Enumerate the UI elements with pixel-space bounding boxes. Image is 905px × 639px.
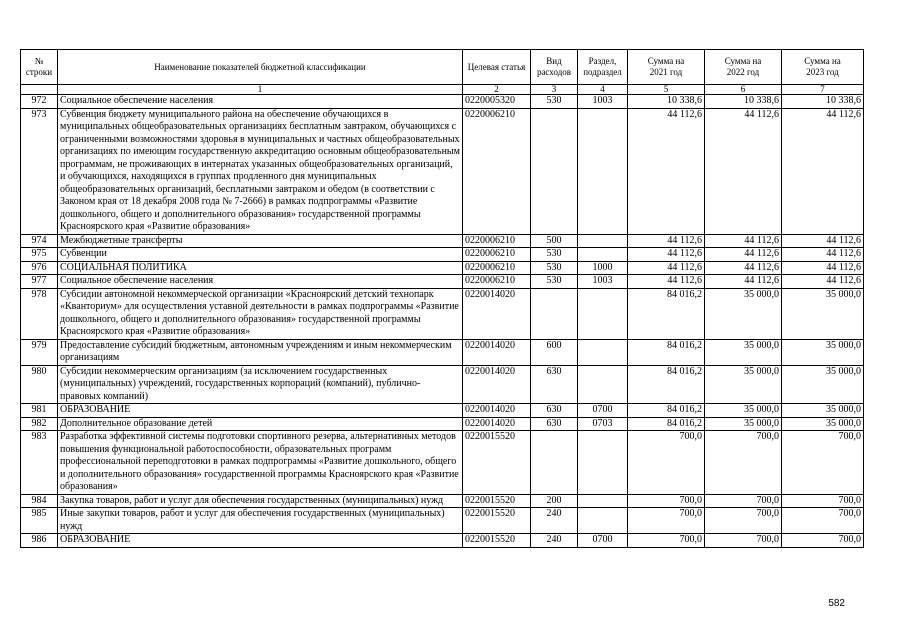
sum-2023: 10 338,6 — [782, 95, 864, 109]
section-code — [578, 234, 628, 248]
sum-2023: 35 000,0 — [782, 404, 864, 418]
table-row — [21, 275, 864, 289]
indicator-name: Закупка товаров, работ и услуг для обеспечения государственных (муниципальных) нужд — [58, 494, 463, 508]
sum-2022: 700,0 — [705, 508, 782, 534]
row-number: 973 — [21, 108, 58, 234]
indicator-name: Социальное обеспечение населения — [58, 95, 463, 109]
sum-2022: 44 112,6 — [705, 234, 782, 248]
target-article: 0220015520 — [463, 431, 531, 495]
header-target-article: Целевая статья — [463, 50, 531, 85]
expense-type: 630 — [531, 417, 578, 431]
row-number: 975 — [21, 248, 58, 262]
sum-2023: 35 000,0 — [782, 417, 864, 431]
sum-2023: 700,0 — [782, 508, 864, 534]
indicator-name: Межбюджетные трансферты — [58, 234, 463, 248]
sum-2021: 10 338,6 — [628, 95, 705, 109]
row-number: 974 — [21, 234, 58, 248]
section-code — [578, 288, 628, 339]
row-number: 981 — [21, 404, 58, 418]
sum-2023: 44 112,6 — [782, 275, 864, 289]
indicator-name: Субвенции — [58, 248, 463, 262]
column-number: 2 — [463, 85, 531, 95]
sum-2022: 35 000,0 — [705, 404, 782, 418]
indicator-name: СОЦИАЛЬНАЯ ПОЛИТИКА — [58, 261, 463, 275]
sum-2023: 35 000,0 — [782, 339, 864, 365]
row-number: 986 — [21, 534, 58, 548]
table-row — [21, 234, 864, 248]
sum-2022: 44 112,6 — [705, 248, 782, 262]
header-row-number: № строки — [21, 50, 58, 85]
table-row — [21, 108, 864, 234]
budget-table — [20, 49, 864, 548]
sum-2022: 44 112,6 — [705, 275, 782, 289]
section-code: 1000 — [578, 261, 628, 275]
row-number: 980 — [21, 365, 58, 404]
target-article: 0220006210 — [463, 234, 531, 248]
target-article: 0220014020 — [463, 417, 531, 431]
row-number: 972 — [21, 95, 58, 109]
expense-type — [531, 431, 578, 495]
sum-2023: 44 112,6 — [782, 108, 864, 234]
expense-type: 530 — [531, 248, 578, 262]
table-row — [21, 248, 864, 262]
sum-2022: 10 338,6 — [705, 95, 782, 109]
target-article: 0220014020 — [463, 365, 531, 404]
row-number: 983 — [21, 431, 58, 495]
table-row — [21, 508, 864, 534]
sum-2022: 44 112,6 — [705, 261, 782, 275]
table-row — [21, 365, 864, 404]
target-article: 0220015520 — [463, 508, 531, 534]
column-number: 1 — [58, 85, 463, 95]
indicator-name: Дополнительное образование детей — [58, 417, 463, 431]
expense-type — [531, 288, 578, 339]
sum-2023: 35 000,0 — [782, 365, 864, 404]
section-code: 0700 — [578, 534, 628, 548]
table-row — [21, 404, 864, 418]
column-number — [21, 85, 58, 95]
section-code — [578, 108, 628, 234]
indicator-name: Субвенция бюджету муниципального района на обеспечение обучающихся в муниципальных общеобразовательных организациях бесплатным завтраком, обучающихся с ограниченными возможностями здоровья в муниципальных и частных общеобразовательных организациях по имеющим государственную аккредитацию основным общеобразовательным программам, не проживающих в интернатах указанных общеобразовательных организаций, и обучающихся, находящихся в группах продленного дня муниципальных общеобразовательных организаций, бесплатными завтраком и обедом (в соответствии с Законом края от 18 декабря 2008 года № 7-2666) в рамках подпрограммы «Развитие дошкольного, общего и дополнительного образования» государственной программы Красноярского края «Развитие образования» — [58, 108, 463, 234]
column-number: 7 — [782, 85, 864, 95]
expense-type: 630 — [531, 365, 578, 404]
sum-2023: 44 112,6 — [782, 234, 864, 248]
column-number: 3 — [531, 85, 578, 95]
section-code — [578, 248, 628, 262]
sum-2021: 44 112,6 — [628, 248, 705, 262]
expense-type — [531, 108, 578, 234]
indicator-name: ОБРАЗОВАНИЕ — [58, 404, 463, 418]
indicator-name: Субсидии некоммерческим организациям (за исключением государственных (муниципальных) учреждений, государственных корпораций (компаний), публично-правовых компаний) — [58, 365, 463, 404]
table-row — [21, 288, 864, 339]
section-code: 0703 — [578, 417, 628, 431]
sum-2023: 700,0 — [782, 494, 864, 508]
page-number: 582 — [828, 598, 845, 609]
sum-2023: 35 000,0 — [782, 288, 864, 339]
target-article: 0220015520 — [463, 534, 531, 548]
sum-2022: 35 000,0 — [705, 339, 782, 365]
section-code — [578, 494, 628, 508]
section-code — [578, 339, 628, 365]
expense-type: 200 — [531, 494, 578, 508]
sum-2023: 700,0 — [782, 431, 864, 495]
sum-2022: 700,0 — [705, 494, 782, 508]
indicator-name: ОБРАЗОВАНИЕ — [58, 534, 463, 548]
table-row — [21, 431, 864, 495]
sum-2022: 35 000,0 — [705, 417, 782, 431]
expense-type: 240 — [531, 508, 578, 534]
header-indicator-name: Наименование показателей бюджетной классификации — [58, 50, 463, 85]
header-row — [21, 50, 864, 85]
sum-2021: 700,0 — [628, 431, 705, 495]
target-article: 0220015520 — [463, 494, 531, 508]
row-number: 978 — [21, 288, 58, 339]
sum-2021: 84 016,2 — [628, 417, 705, 431]
section-code — [578, 508, 628, 534]
expense-type: 630 — [531, 404, 578, 418]
indicator-name: Разработка эффективной системы подготовки спортивного резерва, альтернативных методов повышения функциональной работоспособности, образовательных программ профессиональной переподготовки в рамках подпрограммы «Развитие дошкольного, общего и дополнительного образования» государственной программы Красноярского края «Развитие образования» — [58, 431, 463, 495]
sum-2021: 84 016,2 — [628, 404, 705, 418]
sum-2023: 700,0 — [782, 534, 864, 548]
sum-2021: 44 112,6 — [628, 234, 705, 248]
sum-2021: 44 112,6 — [628, 261, 705, 275]
table-row — [21, 494, 864, 508]
expense-type: 530 — [531, 275, 578, 289]
sum-2022: 700,0 — [705, 534, 782, 548]
target-article: 0220006210 — [463, 275, 531, 289]
table-row — [21, 261, 864, 275]
sum-2022: 44 112,6 — [705, 108, 782, 234]
target-article: 0220006210 — [463, 248, 531, 262]
column-number-row — [21, 85, 864, 95]
sum-2021: 44 112,6 — [628, 108, 705, 234]
column-number: 6 — [705, 85, 782, 95]
indicator-name: Предоставление субсидий бюджетным, автономным учреждениям и иным некоммерческим организациям — [58, 339, 463, 365]
expense-type: 500 — [531, 234, 578, 248]
sum-2022: 700,0 — [705, 431, 782, 495]
section-code — [578, 365, 628, 404]
column-number: 4 — [578, 85, 628, 95]
sum-2021: 700,0 — [628, 508, 705, 534]
row-number: 976 — [21, 261, 58, 275]
table-row — [21, 95, 864, 109]
header-sum-2022: Сумма на 2022 год — [705, 50, 782, 85]
target-article: 0220006210 — [463, 108, 531, 234]
target-article: 0220014020 — [463, 404, 531, 418]
target-article: 0220005320 — [463, 95, 531, 109]
header-section: Раздел, подраздел — [578, 50, 628, 85]
indicator-name: Субсидии автономной некоммерческой организации «Красноярский детский технопарк «Кванториум» для осуществления уставной деятельности в рамках подпрограммы «Развитие дошкольного, общего и дополнительного образования» государственной программы Красноярского края «Развитие образования» — [58, 288, 463, 339]
sum-2021: 700,0 — [628, 534, 705, 548]
expense-type: 530 — [531, 95, 578, 109]
sum-2021: 84 016,2 — [628, 288, 705, 339]
sum-2023: 44 112,6 — [782, 248, 864, 262]
expense-type: 240 — [531, 534, 578, 548]
expense-type: 600 — [531, 339, 578, 365]
expense-type: 530 — [531, 261, 578, 275]
sum-2022: 35 000,0 — [705, 365, 782, 404]
header-sum-2023: Сумма на 2023 год — [782, 50, 864, 85]
sum-2021: 44 112,6 — [628, 275, 705, 289]
table-row — [21, 534, 864, 548]
sum-2023: 44 112,6 — [782, 261, 864, 275]
table-row — [21, 339, 864, 365]
sum-2021: 700,0 — [628, 494, 705, 508]
table-row — [21, 417, 864, 431]
section-code: 1003 — [578, 95, 628, 109]
row-number: 985 — [21, 508, 58, 534]
sum-2021: 84 016,2 — [628, 339, 705, 365]
sum-2022: 35 000,0 — [705, 288, 782, 339]
indicator-name: Иные закупки товаров, работ и услуг для обеспечения государственных (муниципальных) нужд — [58, 508, 463, 534]
header-expense-type: Вид расходов — [531, 50, 578, 85]
row-number: 977 — [21, 275, 58, 289]
column-number: 5 — [628, 85, 705, 95]
target-article: 0220006210 — [463, 261, 531, 275]
row-number: 979 — [21, 339, 58, 365]
row-number: 982 — [21, 417, 58, 431]
sum-2021: 84 016,2 — [628, 365, 705, 404]
section-code: 1003 — [578, 275, 628, 289]
section-code — [578, 431, 628, 495]
target-article: 0220014020 — [463, 288, 531, 339]
row-number: 984 — [21, 494, 58, 508]
indicator-name: Социальное обеспечение населения — [58, 275, 463, 289]
target-article: 0220014020 — [463, 339, 531, 365]
header-sum-2021: Сумма на 2021 год — [628, 50, 705, 85]
section-code: 0700 — [578, 404, 628, 418]
